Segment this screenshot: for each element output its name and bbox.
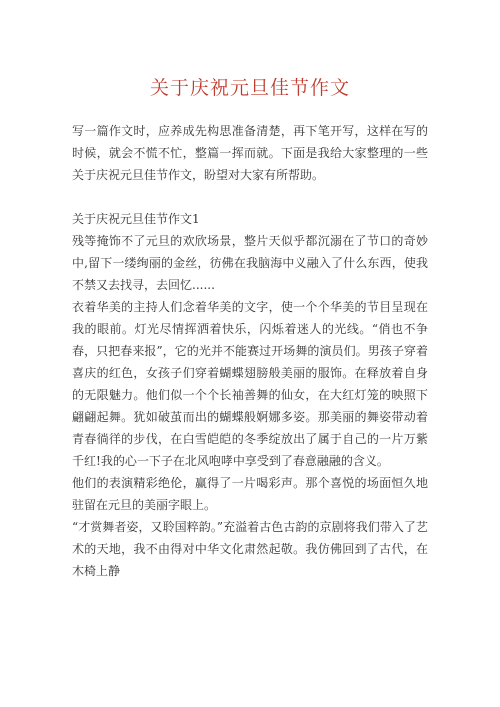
body-paragraph-3: 他们的表演精彩绝伦，赢得了一片喝彩声。那个喜悦的场面恒久地驻留在元旦的美丽字眼上。	[72, 476, 428, 512]
body-paragraph-1: 残等掩饰不了元旦的欢欣场景，整片天似乎都沉溺在了节口的奇妙中,留下一缕绚丽的金丝，彷佛在我脑海中义融入了什么东西，使我不禁又去找寻，去回忆......	[72, 234, 428, 292]
intro-paragraph: 写一篇作文时，应养成先构思准备清楚，再下笔开写，这样在写的时候，就会不慌不忙，整篇一挥而就。下面是我给大家整理的一些关于庆祝元旦佳节作文，盼望对大家有所帮助。	[72, 124, 428, 182]
section-spacer	[72, 186, 428, 208]
document-title: 关于庆祝元旦佳节作文	[149, 77, 350, 99]
section-heading: 关于庆祝元旦佳节作文1	[72, 212, 200, 226]
body-paragraph-2: 衣着华美的主持人们念着华美的文字，使一个个华美的节目呈现在我的眼前。灯光尽情挥洒着快乐，闪烁着迷人的光线。“俏也不争春，只把春来报”，它的光并不能赛过开场舞的演员们。男孩子穿着喜庆的红色，女孩子们穿着蝴蝶翅膀般美丽的服饰。在释放着自身的无限魅力。他们似一个个长袖善舞的仙女，在大红灯笼的映照下翩翩起舞。犹如破茧而出的蝴蝶般婀娜多姿。那美丽的舞姿带动着青春徜徉的步伐，在白雪皑皑的冬季绽放出了属于自己的一片万紫千红!我的心一下子在北风咆哮中享受到了春意融融的含义。	[72, 300, 428, 468]
body-paragraph-4: “才赏舞者姿，又聆国粹韵。”充溢着古色古韵的京剧将我们带入了艺术的天地，我不由得对中华文化肃然起敬。我仿佛回到了古代，在木椅上静	[72, 520, 428, 578]
